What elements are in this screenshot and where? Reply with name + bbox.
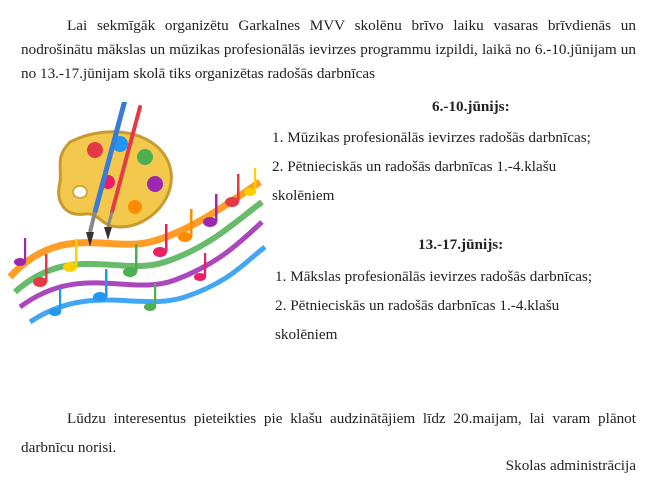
schedule-list (275, 262, 635, 349)
list-item (275, 262, 635, 291)
list-item-text: 2. Pētnieciskās un radošās darbnīcas 1.-4.klašu (275, 297, 560, 314)
list-item (272, 123, 632, 152)
art-illustration (0, 102, 270, 342)
list-item-text: 1. Mūzikas profesionālās ievirzes radošās darbnīcas; (272, 129, 591, 146)
list-item-text: 1. Mākslas profesionālās ievirzes radošās darbnīcas; (275, 268, 593, 285)
signature: Skolas administrācija (505, 457, 636, 474)
schedule-list (272, 123, 632, 210)
registration-note: Lūdzu interesentus pieteikties pie klašu audzinātājiem līdz 20.maijam, lai varam plānot darbnīcu norisi. (21, 410, 636, 456)
list-item-continuation: skolēniem (275, 326, 338, 343)
schedule-title: 13.-17.jūnijs: (418, 236, 504, 253)
list-item-text: 2. Pētnieciskās un radošās darbnīcas 1.-4.klašu (272, 158, 557, 175)
schedule-title: 6.-10.jūnijs: (432, 98, 510, 115)
list-item-continuation: skolēniem (272, 187, 335, 204)
list-item (272, 152, 632, 210)
list-item (275, 291, 635, 349)
intro-paragraph: Lai sekmīgāk organizētu Garkalnes MVV skolēnu brīvo laiku vasaras brīvdienās un nodrošinātu mākslas un mūzikas profesionālās ievirzes programmu izpildi, laikā no 6.-10.jūnijam un no 13.-17.jūnijam skolā tiks organizētas radošās darbnīcas (21, 17, 636, 82)
